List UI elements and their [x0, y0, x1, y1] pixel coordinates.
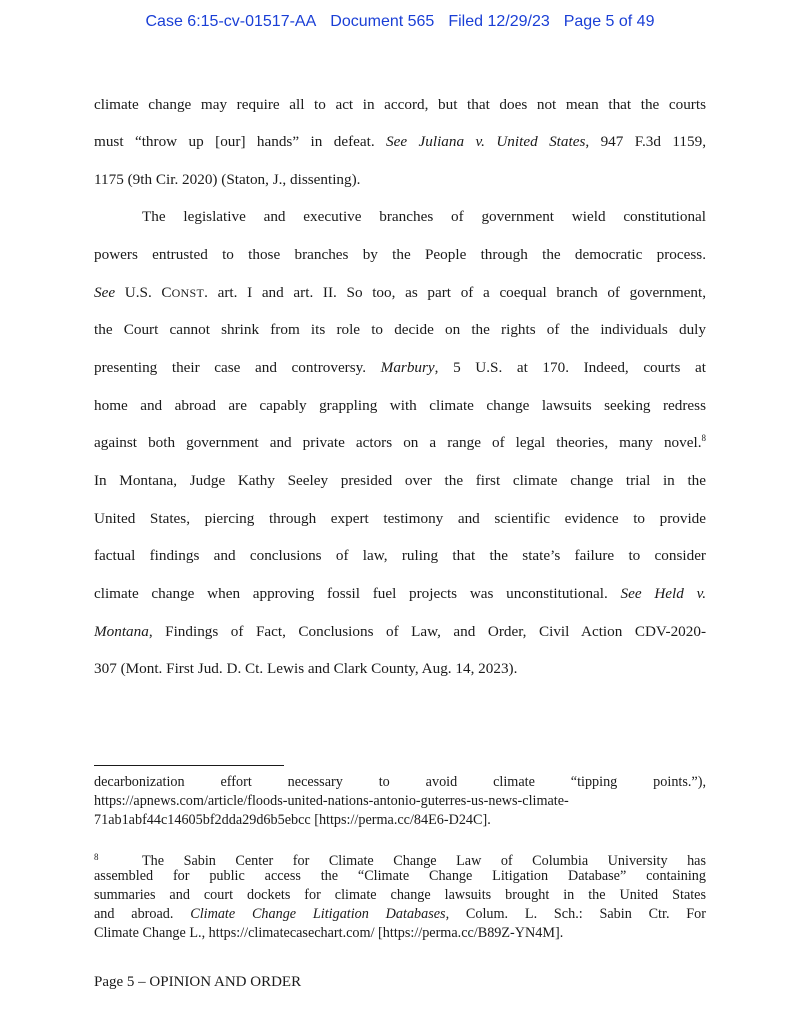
case-citation: See Juliana v. United States [386, 133, 586, 150]
page-footer: Page 5 – OPINION AND ORDER [94, 974, 302, 990]
footnote-line [94, 811, 706, 830]
footnote-line: summaries and court dockets for climate change lawsuits brought in the United States [94, 887, 706, 903]
footnote-line [94, 924, 706, 943]
case-number: Case 6:15-cv-01517-AA [145, 13, 317, 30]
body-line: the Court cannot shrink from its role to decide on the rights of the individuals duly [94, 321, 706, 338]
page-count: Page 5 of 49 [563, 13, 655, 30]
body-line: climate change when approving fossil fuel projects was unconstitutional. See Held v. [94, 585, 706, 602]
body-line: See U.S. CONST. art. I and art. II. So too, as part of a coequal branch of government, [94, 284, 707, 301]
body-line: presenting their case and controversy. Marbury, 5 U.S. at 170. Indeed, courts at [94, 359, 706, 376]
footnote-8: 8 The Sabin Center for Climate Change Law of Columbia University has [94, 848, 706, 871]
body-line: must “throw up [our] hands” in defeat. See Juliana v. United States, 947 F.3d 1159, [94, 133, 707, 150]
body-line: In Montana, Judge Kathy Seeley presided over the first climate change trial in the [94, 472, 706, 489]
footnote-link[interactable]: Climate Change L., https://climatecasechart.com/ [https://perma.cc/B89Z-YN4M]. [94, 925, 564, 941]
case-header [0, 13, 800, 31]
body-line: factual findings and conclusions of law, ruling that the state’s failure to consider [94, 547, 706, 564]
filed-date: Filed 12/29/23 [448, 13, 550, 30]
footnote-line [94, 792, 706, 811]
footnote-divider [94, 765, 284, 766]
body-line: The legislative and executive branches of government wield constitutional [142, 208, 706, 225]
case-citation: See Held v. [620, 585, 706, 602]
footnote-line: and abroad. Climate Change Litigation Databases, Colum. L. Sch.: Sabin Ctr. For [94, 906, 706, 922]
body-line: 1175 (9th Cir. 2020) (Staton, J., dissenting). [94, 171, 361, 188]
footnote-line: decarbonization effort necessary to avoid climate “tipping points.”), [94, 774, 706, 790]
footnote-reference[interactable]: 8 [701, 433, 706, 443]
body-line: home and abroad are capably grappling with climate change lawsuits seeking redress [94, 397, 706, 414]
footnote-line: assembled for public access the “Climate Change Litigation Database” containing [94, 868, 706, 884]
body-line: United States, piercing through expert testimony and scientific evidence to provide [94, 510, 706, 527]
case-citation: Marbury [380, 359, 435, 376]
footnote-link[interactable]: 71ab1abf44c14605bf2dda29d6b5ebcc [https://perma.cc/84E6-D24C]. [94, 812, 491, 828]
footnote-number: 8 [94, 852, 99, 862]
body-line: 307 (Mont. First Jud. D. Ct. Lewis and Clark County, Aug. 14, 2023). [94, 660, 518, 677]
body-line: powers entrusted to those branches by the People through the democratic process. [94, 246, 706, 263]
body-line: Montana, Findings of Fact, Conclusions of Law, and Order, Civil Action CDV-2020- [94, 623, 706, 640]
document-number: Document 565 [330, 13, 435, 30]
body-line: climate change may require all to act in accord, but that does not mean that the courts [94, 96, 706, 113]
footnote-link[interactable]: https://apnews.com/article/floods-united-nations-antonio-guterres-us-news-climate- [94, 793, 569, 809]
body-line: against both government and private actors on a range of legal theories, many novel.$^8$ [94, 433, 706, 451]
